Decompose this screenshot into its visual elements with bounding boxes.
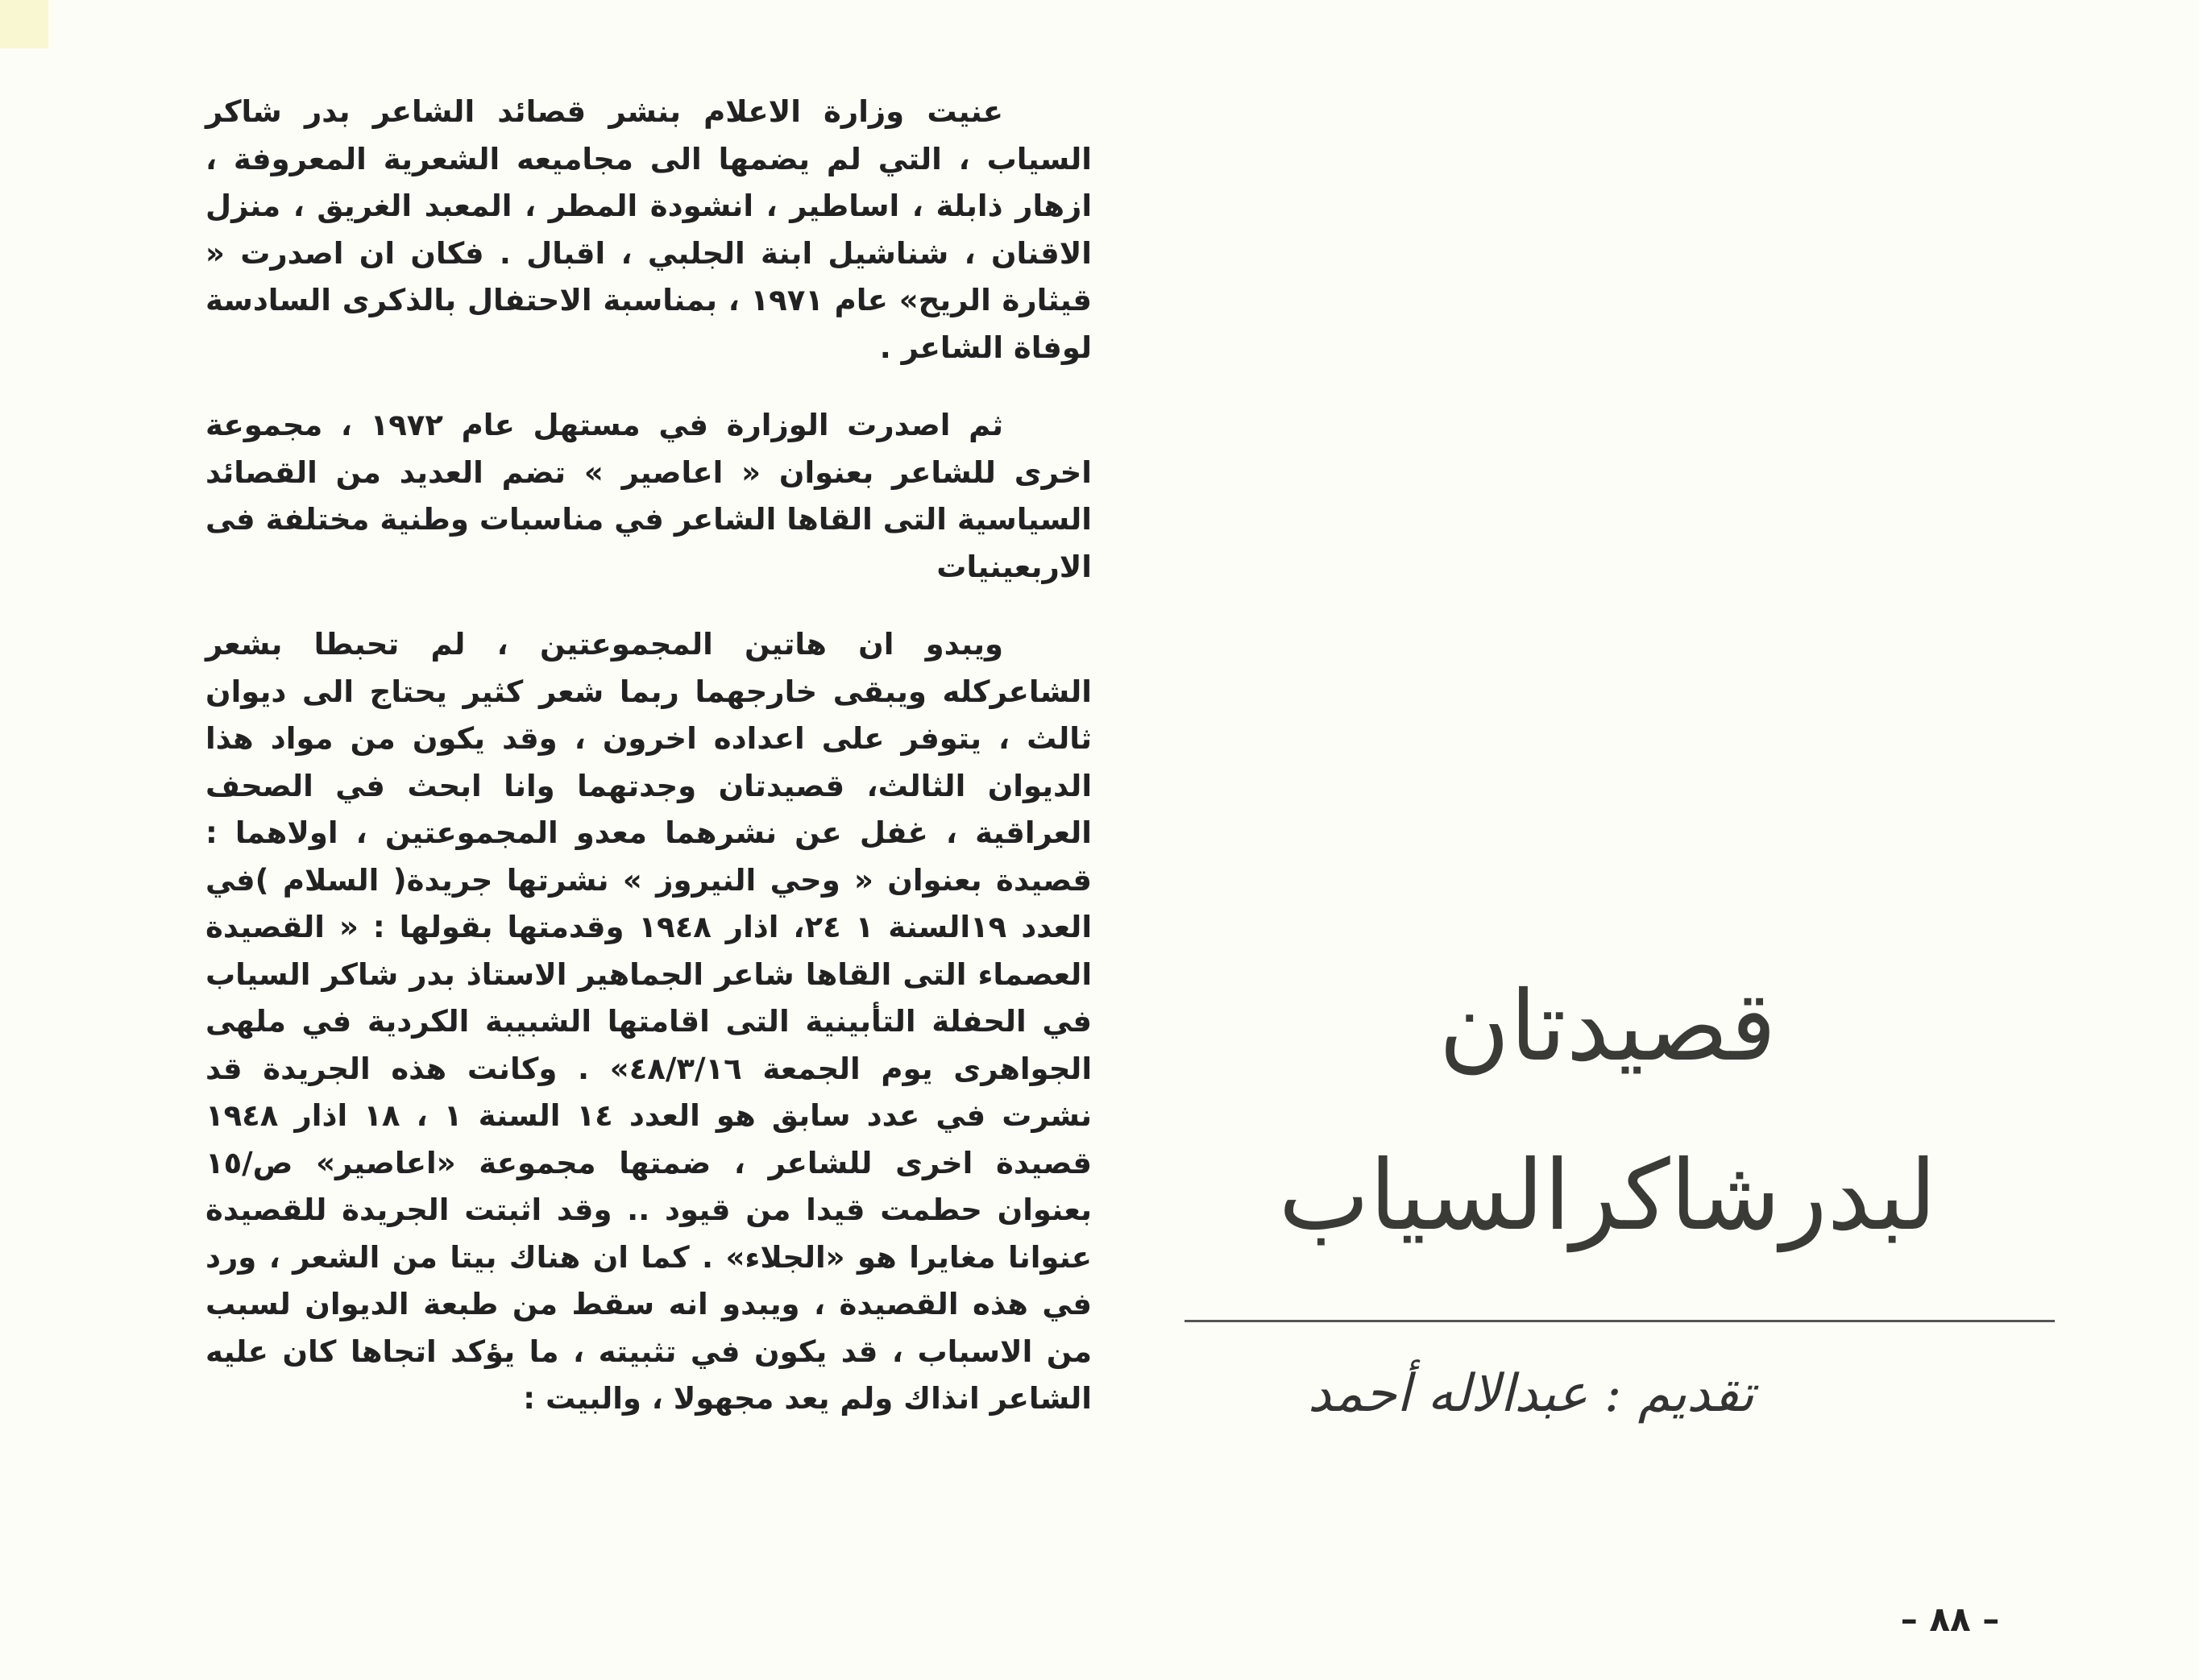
article-body xyxy=(205,89,1092,1423)
article-title-line-2: لبدرشاكرالسياب xyxy=(1278,1140,1937,1252)
title-divider xyxy=(1185,1320,2055,1322)
author-byline: تقديم : عبدالاله أحمد xyxy=(1308,1364,1754,1424)
article-paragraph-2: ثم اصدرت الوزارة في مستهل عام ١٩٧٢ ، مجموعة اخرى للشاعر بعنوان « اعاصير » تضم العديد من القصائد السياسية التى القاها الشاعر في مناسبات وطنية مختلفة فى الاربعينيات xyxy=(205,408,1092,584)
scan-artifact xyxy=(0,0,48,48)
article-title-line-1: قصيدتان xyxy=(1438,971,1777,1083)
article-paragraph-1: عنيت وزارة الاعلام بنشر قصائد الشاعر بدر شاكر السياب ، التي لم يضمها الى مجاميعه الشعرية المعروفة ، ازهار ذابلة ، اساطير ، انشودة المطر ، المعبد الغريق ، منزل الاقنان ، شناشيل ابنة الجلبي ، اقبال . فكان ان اصدرت « قيثارة الريح» عام ١٩٧١ ، بمناسبة الاحتفال بالذكرى السادسة لوفاة الشاعر . xyxy=(205,94,1092,365)
article-paragraph-3: ويبدو ان هاتين المجموعتين ، لم تحبطا بشعر الشاعركله ويبقى خارجهما ربما شعر كثير يحتاج الى ديوان ثالث ، يتوفر على اعداده اخرون ، وقد يكون من مواد هذا الديوان الثالث، قصيدتان وجدتهما وانا ابحث في الصحف العراقية ، غفل عن نشرهما معدو المجموعتين ، اولاهما : قصيدة بعنوان « وحي النيروز » نشرتها جريدة( السلام )في العدد ١٩السنة ١ ٢٤، اذار ١٩٤٨ وقدمتها بقولها : « القصيدة العصماء التى القاها شاعر الجماهير الاستاذ بدر شاكر السياب في الحفلة التأبينية التى اقامتها الشبيبة الكردية في ملهى الجواهرى يوم الجمعة ٤٨/٣/١٦» . وكانت هذه الجريدة قد نشرت في عدد سابق هو العدد ١٤ السنة ١ ، ١٨ اذار ١٩٤٨ قصيدة اخرى للشاعر ، ضمتها مجموعة «اعاصير» ص/١٥ بعنوان حطمت قيدا من قيود .. وقد اثبتت الجريدة للقصيدة عنوانا مغايرا هو «الجلاء» . كما ان هناك بيتا من الشعر ، ورد في هذه القصيدة ، ويبدو انه سقط من طبعة الديوان لسبب من الاسباب ، قد يكون في تثبيته ، ما يؤكد اتجاها كان عليه الشاعر انذاك ولم يعد مجهولا ، والبيت : xyxy=(205,627,1093,1416)
page-number: – ٨٨ – xyxy=(1900,1599,2000,1639)
title-block xyxy=(1176,943,2071,1442)
